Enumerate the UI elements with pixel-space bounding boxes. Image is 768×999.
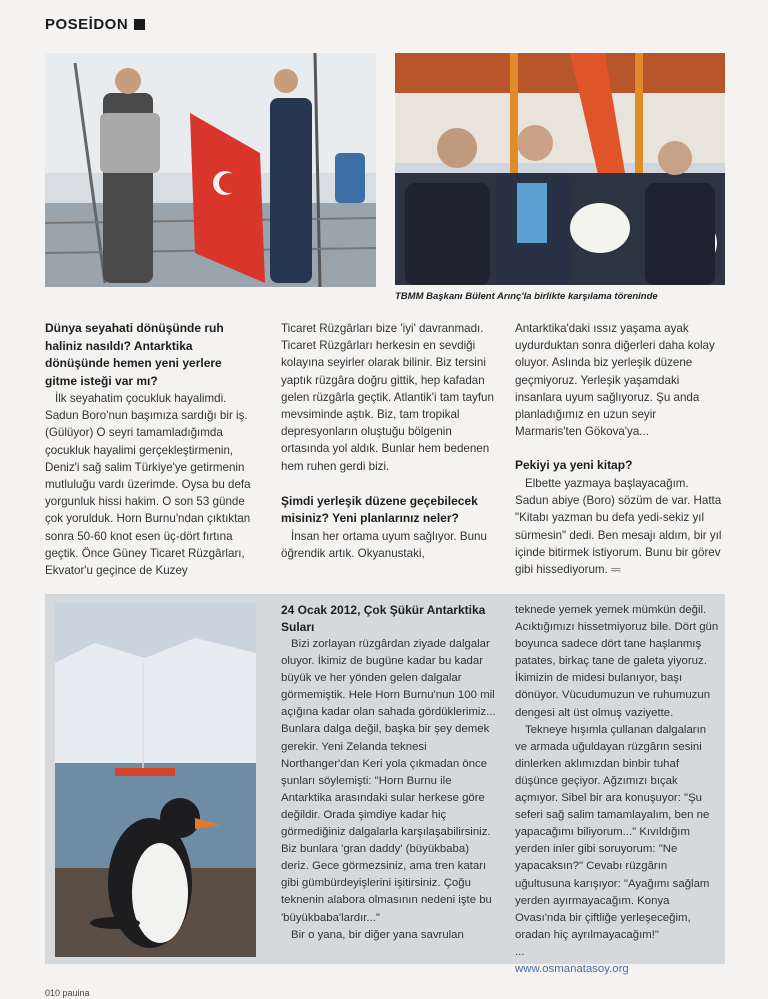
interview-answer: Antarktika'daki ıssız yaşama ayak uydurduktan sonra diğerleri daha kolay oluyor. Aslında biz yerleşik düzene geçmiyoruz. Yerleşik yaşamdaki insanlara uyum sağlıyoruz. Şu anda planladığımız en uzun seyir Marmaris'ten Gökova'ya...	[515, 322, 715, 439]
welcome-ceremony-photo	[395, 53, 725, 285]
diary-text: teknede yemek yemek mümkün değil. Acıktığımızı hissetmiyoruz bile. Dört gün boyunca sadece dört tane haşlanmış patates, birkaç tane de galeta yiyoruz. İkimizin de midesi bulanıyor, başı dönüyor. Vücudumuzun ve ruhumuzun dengesi alt üst olmuş vaziyette.	[515, 604, 719, 719]
interview-answer: İnsan her ortama uyum sağlıyor. Bunu öğrendik artık. Okyanustaki,	[281, 529, 487, 561]
interview-answer: İlk seyahatim çocukluk hayalimdi. Sadun Boro'nun başımıza sardığı bir iş. (Gülüyor) O seyri tamamladığımda çocukluk hayalimi gerçekleştirmenin, Deniz'i sağ salim Türkiye'ye getirmenin mutluluğu vardı üzerimde. Oysa bu defa yorgunluk hissi hakim. O son 53 günde çok yorulduk. Horn Burnu'ndan çıktıktan sonra 50-60 knot esen üç-dört fırtına geçtik. Önce Güney Ticaret Rüzgârları, Ekvator'u geçince de Kuzey	[45, 392, 251, 578]
diary-text: Tekneye hışımla çullanan dalgaların ve armada uğuldayan rüzgârın sesini dinlerken aklımızdan binbir tuhaf düşünce geçiyor. Ağzımızı bıçak açmıyor. Sibel bir ara konuşuyor: "Şu seferi sağ salim tamamlayalım, ben ne yapacağımı biliyorum..." Kıvıldığım yerden inler gibi soruyorum: "Ne yapacaksın?" Cevabı rüzgârın uğultusuna karışıyor: "Ayağımı sağlam yerden ayırmayacağım. Konya Ovası'nda bir çiftliğe yerleşeceğim, oradan hiç ayrılmayacağım!"	[515, 723, 710, 941]
page-number: 010 pauina	[45, 988, 90, 998]
square-icon	[134, 19, 145, 30]
sailboat-deck-photo	[45, 53, 376, 287]
header	[45, 16, 145, 33]
interview-question: Şimdi yerleşik düzene geçebilecek misiniz? Yeni planlarınız neler?	[281, 493, 478, 526]
brand-title: POSEİDON	[45, 16, 129, 33]
interview-question: Dünya seyahati dönüşünde ruh haliniz nasıldı? Antarktika dönüşünde hemen yeni yerlere gitme isteği var mı?	[45, 321, 224, 388]
interview-column-1	[45, 320, 255, 579]
interview-answer: Elbette yazmaya başlayacağım. Sadun abiye (Boro) sözüm de var. Hatta "Kitabı yazman bu defa yedi-sekiz yıl sürmesin" dedi. Ben mesajı aldım, bir yıl içinde bitirmek istiyorum. Bunu bir görev gibi hissediyorum. ≈≈	[515, 476, 722, 576]
end-mark-icon: ≈≈	[611, 564, 621, 576]
interview-answer: Ticaret Rüzgârları bize 'iyi' davranmadı. Ticaret Rüzgârları herkesin en sevdiği kolayına seyirler olarak bilinir. Biz tersini yaptık rüzgâra doğru gittik, hep kafadan gelen rüzgârla geçtik. Atlantik'i tam tayfun mevsiminde aştık. Biz, tam tropikal depresyonların oluştuğu bölgenin ortasında yol aldık. Bunlar hem bedenen hem ruhen gerdi bizi.	[281, 322, 494, 473]
diary-text: Bizi zorlayan rüzgârdan ziyade dalgalar oluyor. İkimiz de bugüne kadar bu kadar büyük ve her yönden gelen dalgalar görmemiştik. Hele Horn Burnu'nun 100 mil açığına kadar olan sahada gördüklerimiz... Bunlara dalga değil, başka bir şey demek gerekir. Yeni Zelanda teknesi Northanger'dan Keri yola çıkmadan önce şunları söylemişti: "Horn Burnu ile Antarktika arasındaki sular herkese göre değildir. Orada şimdiye kadar hiç görmediğiniz dalgalarla karşılaşabilirsiniz. Biz bunlara 'gran daddy' (büyükbaba) deriz. Gece görmezsiniz, ama tren katarı gibi gümbürdeyişlerini işitirsiniz. Çoğu teknenin alabora olmasının nedeni işte bu 'büyükbaba'lardır..."	[281, 638, 496, 924]
interview-column-3	[515, 320, 725, 579]
photo-caption: TBMM Başkanı Bülent Arınç'la birlikte karşılama töreninde	[395, 291, 658, 302]
interview-column-2	[281, 320, 499, 562]
diary-column-1	[281, 602, 499, 944]
diary-text: Bir o yana, bir diğer yana savrulan	[291, 928, 464, 941]
diary-title: 24 Ocak 2012, Çok Şükür Antarktika Suları	[281, 603, 486, 634]
diary-column-2	[515, 602, 720, 978]
ellipsis: ...	[515, 945, 525, 958]
website-link[interactable]: www.osmanatasoy.org	[515, 962, 629, 975]
penguin-photo	[55, 603, 256, 957]
interview-question: Pekiyi ya yeni kitap?	[515, 458, 633, 473]
